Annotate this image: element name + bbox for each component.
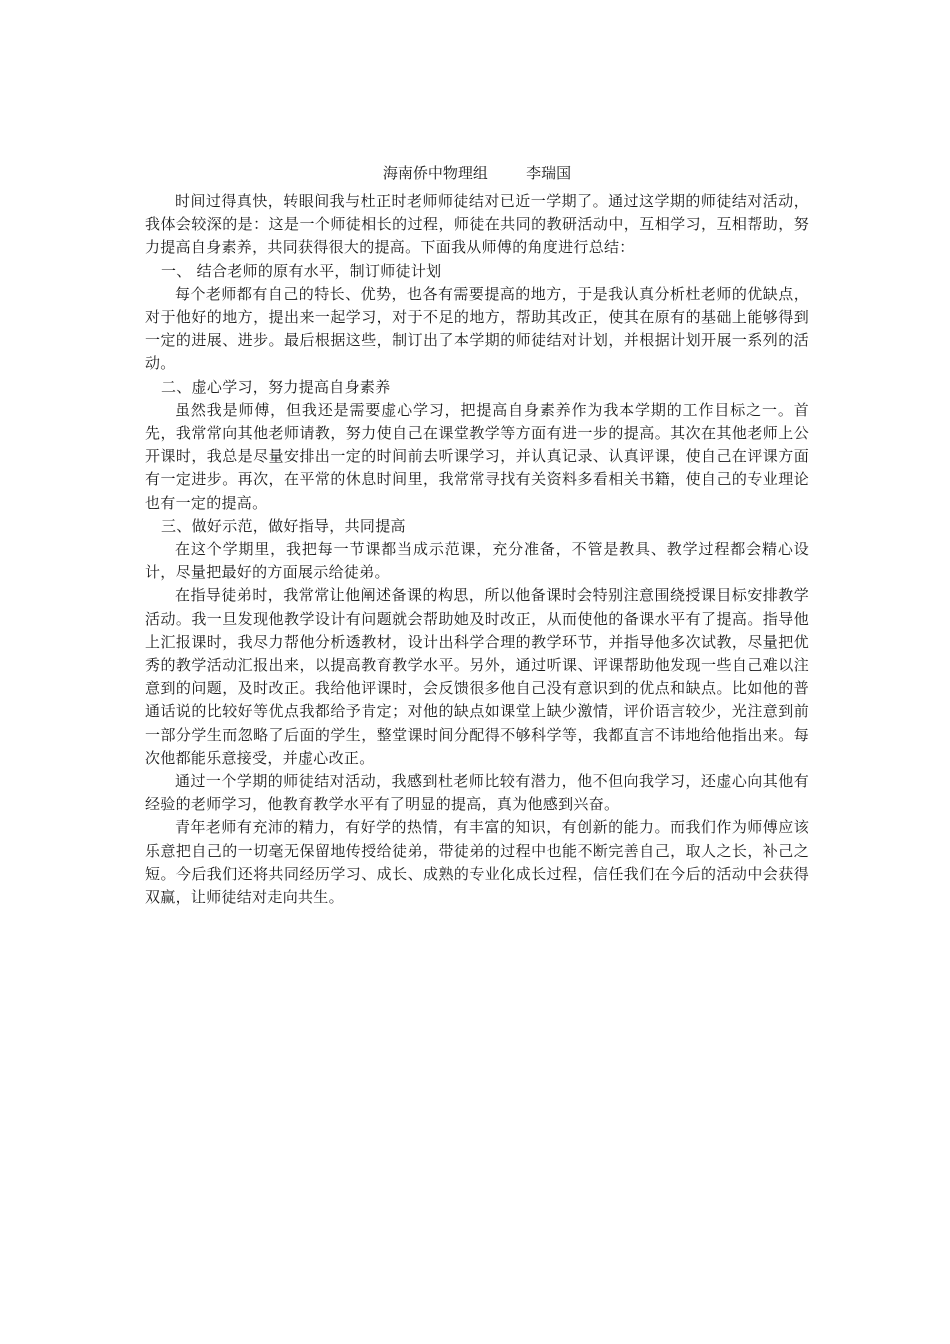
intro-paragraph: 时间过得真快，转眼间我与杜正时老师师徒结对已近一学期了。通过这学期的师徒结对活动，我体会较深的是：这是一个师徒相长的过程，师徒在共同的教研活动中，互相学习，互相帮助，努力提高自身素养，共同获得很大的提高。下面我从师傅的角度进行总结： (145, 192, 809, 257)
section-3-paragraph-2: 在指导徒弟时，我常常让他阐述备课的构思，所以他备课时会特别注意围绕授课目标安排教学活动。我一旦发现他教学设计有问题就会帮助她及时改正，从而使他的备课水平有了提高。指导他上汇报课时，我尽力帮他分析透教材，设计出科学合理的教学环节，并指导他多次试教，尽量把优秀的教学活动汇报出来，以提高教育教学水平。另外，通过听课、评课帮助他发现一些自己难以注意到的问题，及时改正。我给他评课时，会反馈很多他自己没有意识到的优点和缺点。比如他的普通话说的比较好等优点我都给予肯定；对他的缺点如课堂上缺少激情，评价语言较少，光注意到前一部分学生而忽略了后面的学生，整堂课时间分配得不够科学等，我都直言不讳地给他指出来。每次他都能乐意接受，并虚心改正。 (145, 586, 809, 767)
section-3-paragraph-1: 在这个学期里，我把每一节课都当成示范课，充分准备，不管是教具、教学过程都会精心设计，尽量把最好的方面展示给徒弟。 (145, 540, 809, 582)
conclusion-paragraph-1: 通过一个学期的师徒结对活动，我感到杜老师比较有潜力，他不但向我学习，还虚心向其他有经验的老师学习，他教育教学水平有了明显的提高，真为他感到兴奋。 (145, 772, 809, 814)
section-1-heading: 一、 结合老师的原有水平，制订师徒计划 (161, 261, 442, 280)
document-page (145, 158, 809, 909)
author-byline: 海南侨中物理组 李瑞国 (382, 164, 572, 182)
conclusion-paragraph-2: 青年老师有充沛的精力，有好学的热情，有丰富的知识，有创新的能力。而我们作为师傅应该乐意把自己的一切毫无保留地传授给徒弟，带徒弟的过程中也能不断完善自己，取人之长，补己之短。今后我们还将共同经历学习、成长、成熟的专业化成长过程，信任我们在今后的活动中会获得双赢，让师徒结对走向共生。 (145, 818, 809, 907)
section-2-heading: 二、虚心学习，努力提高自身素养 (161, 377, 391, 396)
section-1-paragraph: 每个老师都有自己的特长、优势，也各有需要提高的地方，于是我认真分析杜老师的优缺点，对于他好的地方，提出来一起学习，对于不足的地方，帮助其改正，使其在原有的基础上能够得到一定的进展、进步。最后根据这些，制订出了本学期的师徒结对计划，并根据计划开展一系列的活动。 (145, 284, 809, 373)
section-3-heading: 三、做好示范，做好指导，共同提高 (161, 516, 406, 535)
section-2-paragraph: 虽然我是师傅，但我还是需要虚心学习，把提高自身素养作为我本学期的工作目标之一。首先，我常常向其他老师请教，努力使自己在课堂教学等方面有进一步的提高。其次在其他老师上公开课时，我总是尽量安排出一定的时间前去听课学习，并认真记录、认真评课，使自己在评课方面有一定进步。再次，在平常的休息时间里，我常常寻找有关资料多看相关书籍，使自己的专业理论也有一定的提高。 (145, 400, 809, 512)
